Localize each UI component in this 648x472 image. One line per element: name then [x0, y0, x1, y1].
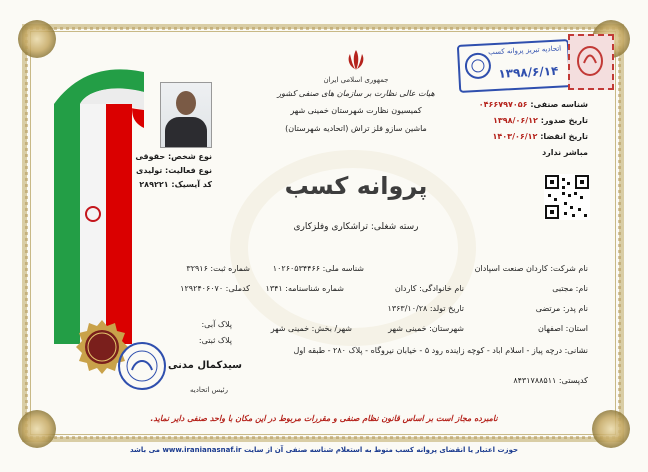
activity-type-value: تولیدی	[135, 166, 163, 175]
job-category: رسته شغلی: تراشکاری وفلزکاری	[293, 222, 419, 232]
owner-photo	[160, 82, 212, 148]
national-id: شناسه ملی: ۱۰۲۶۰۵۳۴۴۶۶	[272, 264, 364, 273]
expiry-date-value: ۱۴۰۳/۰۶/۱۲	[492, 132, 538, 141]
plate-number-blue: پلاک آبی:	[201, 320, 232, 329]
agent-status: مباشر ندارد	[542, 148, 588, 157]
id-number: شماره شناسنامه: ۱۳۴۱	[265, 284, 344, 293]
city: شهرستان: خمینی شهر	[388, 324, 464, 333]
expiry-date-row	[493, 132, 588, 141]
activity-type	[136, 166, 212, 175]
registration-number: شماره ثبت: ۳۲۹۱۶	[186, 264, 250, 273]
revenue-stamp-icon	[576, 45, 604, 77]
header-union: ماشین سازو فلز تراش (اتحادیه شهرستان)	[285, 124, 427, 133]
father-name: نام پدر: مرتضی	[535, 304, 588, 313]
stamp-date: ۱۳۹۸/۶/۱۴	[498, 63, 559, 81]
signatory-role: رئیس اتحادیه	[190, 386, 228, 394]
plate-number-registered: پلاک ثبتی:	[198, 336, 232, 345]
issue-date-value: ۱۳۹۸/۰۶/۱۲	[493, 116, 538, 125]
iran-emblem-icon	[344, 48, 368, 72]
isic-code-label: کد آیسیک:	[171, 180, 212, 189]
issue-date-row	[493, 116, 588, 125]
photo-body	[165, 117, 207, 147]
issue-date-label: تاریخ صدور:	[540, 116, 588, 125]
postal-code: کدپستی: ۸۴۳۱۷۸۸۵۱۱	[513, 376, 588, 385]
photo-face	[176, 91, 196, 115]
person-type-value: حقوقی	[135, 152, 166, 161]
national-code: کدملی: ۱۲۹۲۴۰۶۰۷۰	[180, 284, 250, 293]
document-title: پروانه کسب	[284, 172, 428, 200]
district: شهر/ بخش: خمینی شهر	[270, 324, 352, 333]
corner-ornament-br	[592, 410, 630, 448]
union-stamp	[457, 39, 571, 93]
guild-id-label: شناسه صنفی:	[530, 100, 588, 109]
footer-verification-note: حوزت اعتبار یا انقضای پروانه کسب منوط به استعلام شناسه صنفی آن از سایت www.iranianasnaf.ir می باشد	[129, 446, 519, 454]
address: نشانی: درچه پیاز - اسلام اباد - کوچه زاینده رود ۵ - خیابان نیروگاه - پلاک ۲۸۰ - طبقه اول	[293, 346, 588, 355]
guild-id-value: ۰۴۶۶۷۹۷۰۵۶	[478, 100, 528, 109]
official-seal-icon	[116, 340, 168, 392]
isic-code-value: ۲۸۹۲۲۱	[139, 180, 169, 189]
header-commission: کمیسیون نظارت شهرستان خمینی شهر	[290, 106, 422, 115]
person-type-label: نوع شخص:	[167, 152, 212, 161]
revenue-stamp	[568, 34, 614, 90]
footer-legal-note: نامبرده مجاز است بر اساس قانون نظام صنفی و مقررات مربوط در این مکان با واحد صنفی دایر نماید.	[150, 414, 498, 423]
birth-date: تاریخ تولد: ۱۳۶۳/۱۰/۲۸	[387, 304, 464, 313]
guild-id-row	[479, 100, 588, 109]
isic-code	[139, 180, 212, 189]
corner-ornament-tl	[18, 20, 56, 58]
stamp-text: اتحادیه تبریز پروانه کسب	[487, 44, 562, 57]
last-name: نام خانوادگی: کاردان	[394, 284, 464, 293]
company-name: نام شرکت: کاردان صنعت اسپادان	[474, 264, 588, 273]
header-country: جمهوری اسلامی ایران	[323, 76, 389, 84]
person-type	[135, 152, 212, 161]
header-authority: هیات عالی نظارت بر سازمان های صنفی کشور	[277, 89, 435, 98]
first-name: نام: مجتبی	[552, 284, 588, 293]
corner-ornament-bl	[18, 410, 56, 448]
signatory-name: سیدکمال مدنی	[168, 360, 242, 371]
qr-code-icon	[544, 174, 590, 220]
flag-ribbon-icon	[46, 64, 146, 354]
province: استان: اصفهان	[538, 324, 588, 333]
expiry-date-label: تاریخ انقضا:	[540, 132, 588, 141]
activity-type-label: نوع فعالیت:	[165, 166, 212, 175]
